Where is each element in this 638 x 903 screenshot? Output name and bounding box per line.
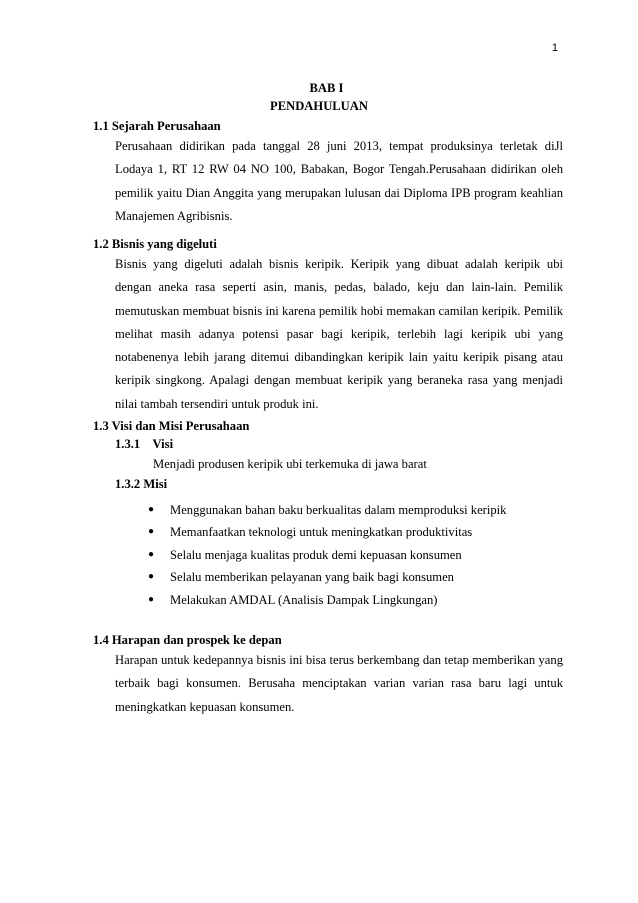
visi-text: Menjadi produsen keripik ubi terkemuka di jawa barat bbox=[153, 457, 427, 471]
chapter-heading bbox=[0, 79, 638, 115]
bullet-icon: ● bbox=[148, 571, 155, 583]
bullet-icon: ● bbox=[148, 593, 155, 605]
misi-label: 1.3.2 Misi bbox=[115, 477, 168, 491]
chapter-title: PENDAHULUAN bbox=[270, 99, 368, 113]
visi-label: 1.3.1 Visi bbox=[115, 437, 174, 451]
section-heading: 1.1 Sejarah Perusahaan bbox=[93, 119, 221, 133]
section-heading: 1.4 Harapan dan prospek ke depan bbox=[93, 633, 282, 647]
bullet-icon: ● bbox=[148, 504, 155, 515]
list-item: ● Selalu memberikan pelayanan yang baik bagi konsumen bbox=[148, 566, 563, 588]
section-sejarah bbox=[93, 118, 563, 228]
chapter-number: BAB I bbox=[309, 81, 344, 95]
section-paragraph: Perusahaan didirikan pada tanggal 28 juni 2013, tempat produksinya terletak diJl Lodaya 1, RT 12 RW 04 NO 100, Babakan, Bogor Tengah.Perusahaan didirikan oleh pemilik yaitu Dian Anggita yang merupakan lulusan dai Diploma IPB program keahlian Manajemen Agribisnis. bbox=[115, 139, 563, 223]
bullet-icon: ● bbox=[148, 526, 155, 538]
section-heading: 1.2 Bisnis yang digeluti bbox=[93, 237, 217, 251]
list-item: ● Melakukan AMDAL (Analisis Dampak Lingkungan) bbox=[148, 589, 563, 611]
list-item: ● Memanfaatkan teknologi untuk meningkatkan produktivitas bbox=[148, 521, 563, 543]
section-heading: 1.3 Visi dan Misi Perusahaan bbox=[93, 419, 250, 433]
section-paragraph: Harapan untuk kedepannya bisnis ini bisa terus berkembang dan tetap memberikan yang terbaik bagi konsumen. Berusaha menciptakan varian varian rasa baru lagi untuk meningkatkan kepuasan konsumen. bbox=[115, 653, 563, 714]
page-number: 1 bbox=[551, 42, 558, 54]
list-item: ● Menggunakan bahan baku berkualitas dalam memproduksi keripik bbox=[148, 499, 563, 521]
section-paragraph: Bisnis yang digeluti adalah bisnis keripik. Keripik yang dibuat adalah keripik ubi dengan aneka rasa seperti asin, manis, pedas, balado, keju dan lain-lain. Pemilik memutuskan membuat bisnis ini karena pemilik hobi memakan camilan keripik. Pemilik melihat masih adanya potensi pasar bagi keripik, terlebih lagi keripik ubi yang notabenenya lebih jarang ditemui dibandingkan keripik lain yaitu keripik pisang atau keripik singkong. Apalagi dengan membuat keripik yang beraneka rasa yang menjadi nilai tambah tersendiri untuk produk ini. bbox=[115, 257, 563, 411]
bullet-icon: ● bbox=[148, 548, 155, 560]
section-bisnis bbox=[93, 236, 563, 416]
section-harapan bbox=[93, 632, 563, 719]
list-item: ● Selalu menjaga kualitas produk demi kepuasan konsumen bbox=[148, 544, 563, 566]
section-visi-misi bbox=[93, 418, 563, 611]
misi-list bbox=[148, 499, 563, 611]
